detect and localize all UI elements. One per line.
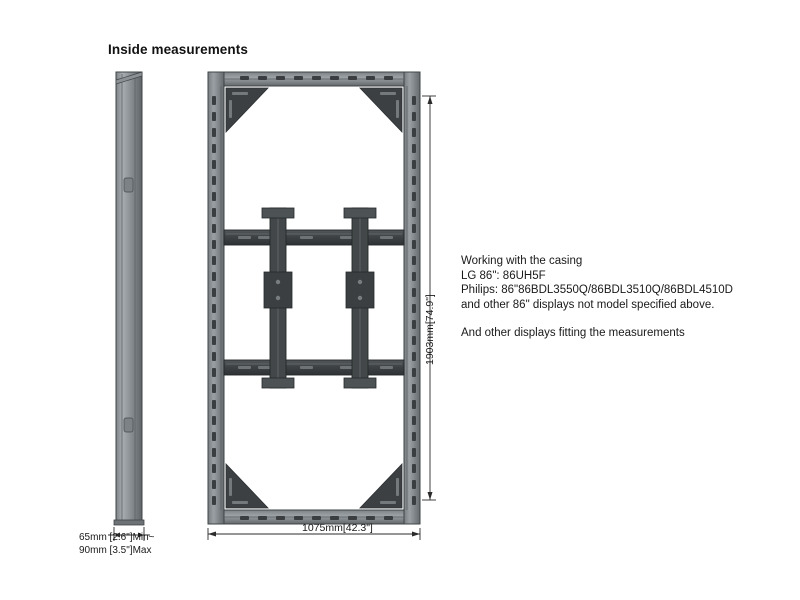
upper-mounting-bar bbox=[224, 230, 404, 245]
dimension-depth-min: 65mm [2.6"]Min~ bbox=[79, 532, 155, 543]
dimension-width-label: 1075mm[42.3"] bbox=[302, 522, 373, 534]
notes-other-86: and other 86" displays not model specified above. bbox=[461, 298, 715, 311]
notes-philips-models: Philips: 86"86BDL3550Q/86BDL3510Q/86BDL4510D bbox=[461, 284, 733, 296]
dimension-height-label: 1903mm[74.9"] bbox=[424, 294, 436, 365]
notes-fitting: And other displays fitting the measurements bbox=[461, 327, 685, 339]
notes-lg-model: LG 86": 86UH5F bbox=[461, 269, 546, 282]
notes-spacer bbox=[461, 312, 761, 326]
compatibility-notes bbox=[461, 254, 761, 341]
dimension-depth-max: 90mm [3.5"]Max bbox=[79, 544, 152, 556]
notes-heading: Working with the casing bbox=[461, 255, 583, 267]
lower-mounting-bar bbox=[224, 360, 404, 375]
dimension-depth-label bbox=[79, 532, 155, 557]
side-profile-view bbox=[114, 72, 144, 525]
frame-front-view bbox=[208, 72, 420, 524]
page-title: Inside measurements bbox=[108, 42, 248, 57]
corner-gussets bbox=[226, 88, 402, 508]
